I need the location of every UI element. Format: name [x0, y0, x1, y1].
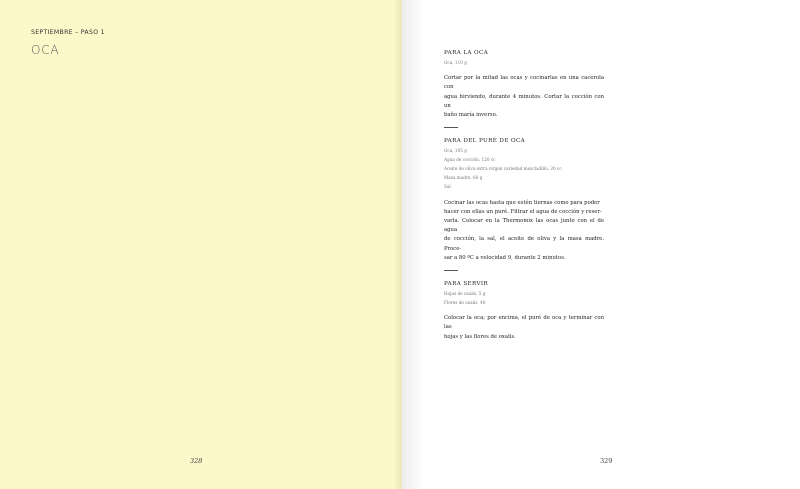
- section-title: PARA DEL PURÉ DE OCA: [444, 138, 526, 145]
- ingredient-item: Sal: [444, 184, 451, 190]
- ingredient-item: Hojas de oxalis, 5 g: [444, 291, 486, 296]
- chapter-heading: SEPTIEMBRE – PASO 1: [31, 29, 105, 36]
- instruction-line: Cortar por la mitad las ocas y cocinarlas en una cacerola con: [444, 75, 604, 91]
- section-para-la-oca: [444, 49, 604, 120]
- instruction-line: agua hirviendo, durante 4 minutos. Cortar la cocción con un: [444, 93, 604, 109]
- instruction-line: Colocar la oca; por encima, el puré de oca y terminar con las: [444, 315, 604, 331]
- recipe-content: [444, 49, 604, 342]
- ingredient-item: Oca, 110 g: [444, 60, 467, 65]
- ingredient-item: Aceite de oliva extra virgen variedad mezcladillo, 20 cc: [444, 166, 562, 172]
- instruction-line: Cocinar las ocas hasta que estén tiernas como para poder: [444, 199, 600, 206]
- right-page: [402, 0, 800, 489]
- instruction-line: hojas y las flores de oxalis.: [444, 333, 516, 340]
- section-pure-de-oca: [444, 137, 604, 263]
- page-number-right: 329: [600, 457, 613, 465]
- instruction-line: sar a 80 ºC a velocidad 9, durante 2 minutos.: [444, 254, 566, 261]
- instruction-line: de cocción, la sal, el aceite de oliva y la masa madre. Proce-: [444, 236, 604, 252]
- instruction-line: varla. Colocar en la Thermomix las ocas junto con el de agua: [444, 217, 604, 234]
- recipe-title: OCA: [31, 43, 60, 57]
- ingredient-item: Agua de cocción, 120 cc: [444, 157, 496, 163]
- ingredient-item: Oca, 105 g: [444, 148, 467, 154]
- section-title: PARA SERVIR: [444, 281, 489, 287]
- instruction-line: hacer con ellas un puré. Filtrar el agua de cocción y reser-: [444, 208, 602, 215]
- section-para-servir: [444, 280, 604, 342]
- page-number-left: 328: [190, 457, 203, 465]
- section-title: PARA LA OCA: [444, 50, 489, 56]
- instruction-line: baño maría inverso.: [444, 111, 498, 118]
- ingredient-item: Flores de oxalis, 40: [444, 300, 486, 306]
- ingredient-item: Masa madre, 60 g: [444, 175, 483, 181]
